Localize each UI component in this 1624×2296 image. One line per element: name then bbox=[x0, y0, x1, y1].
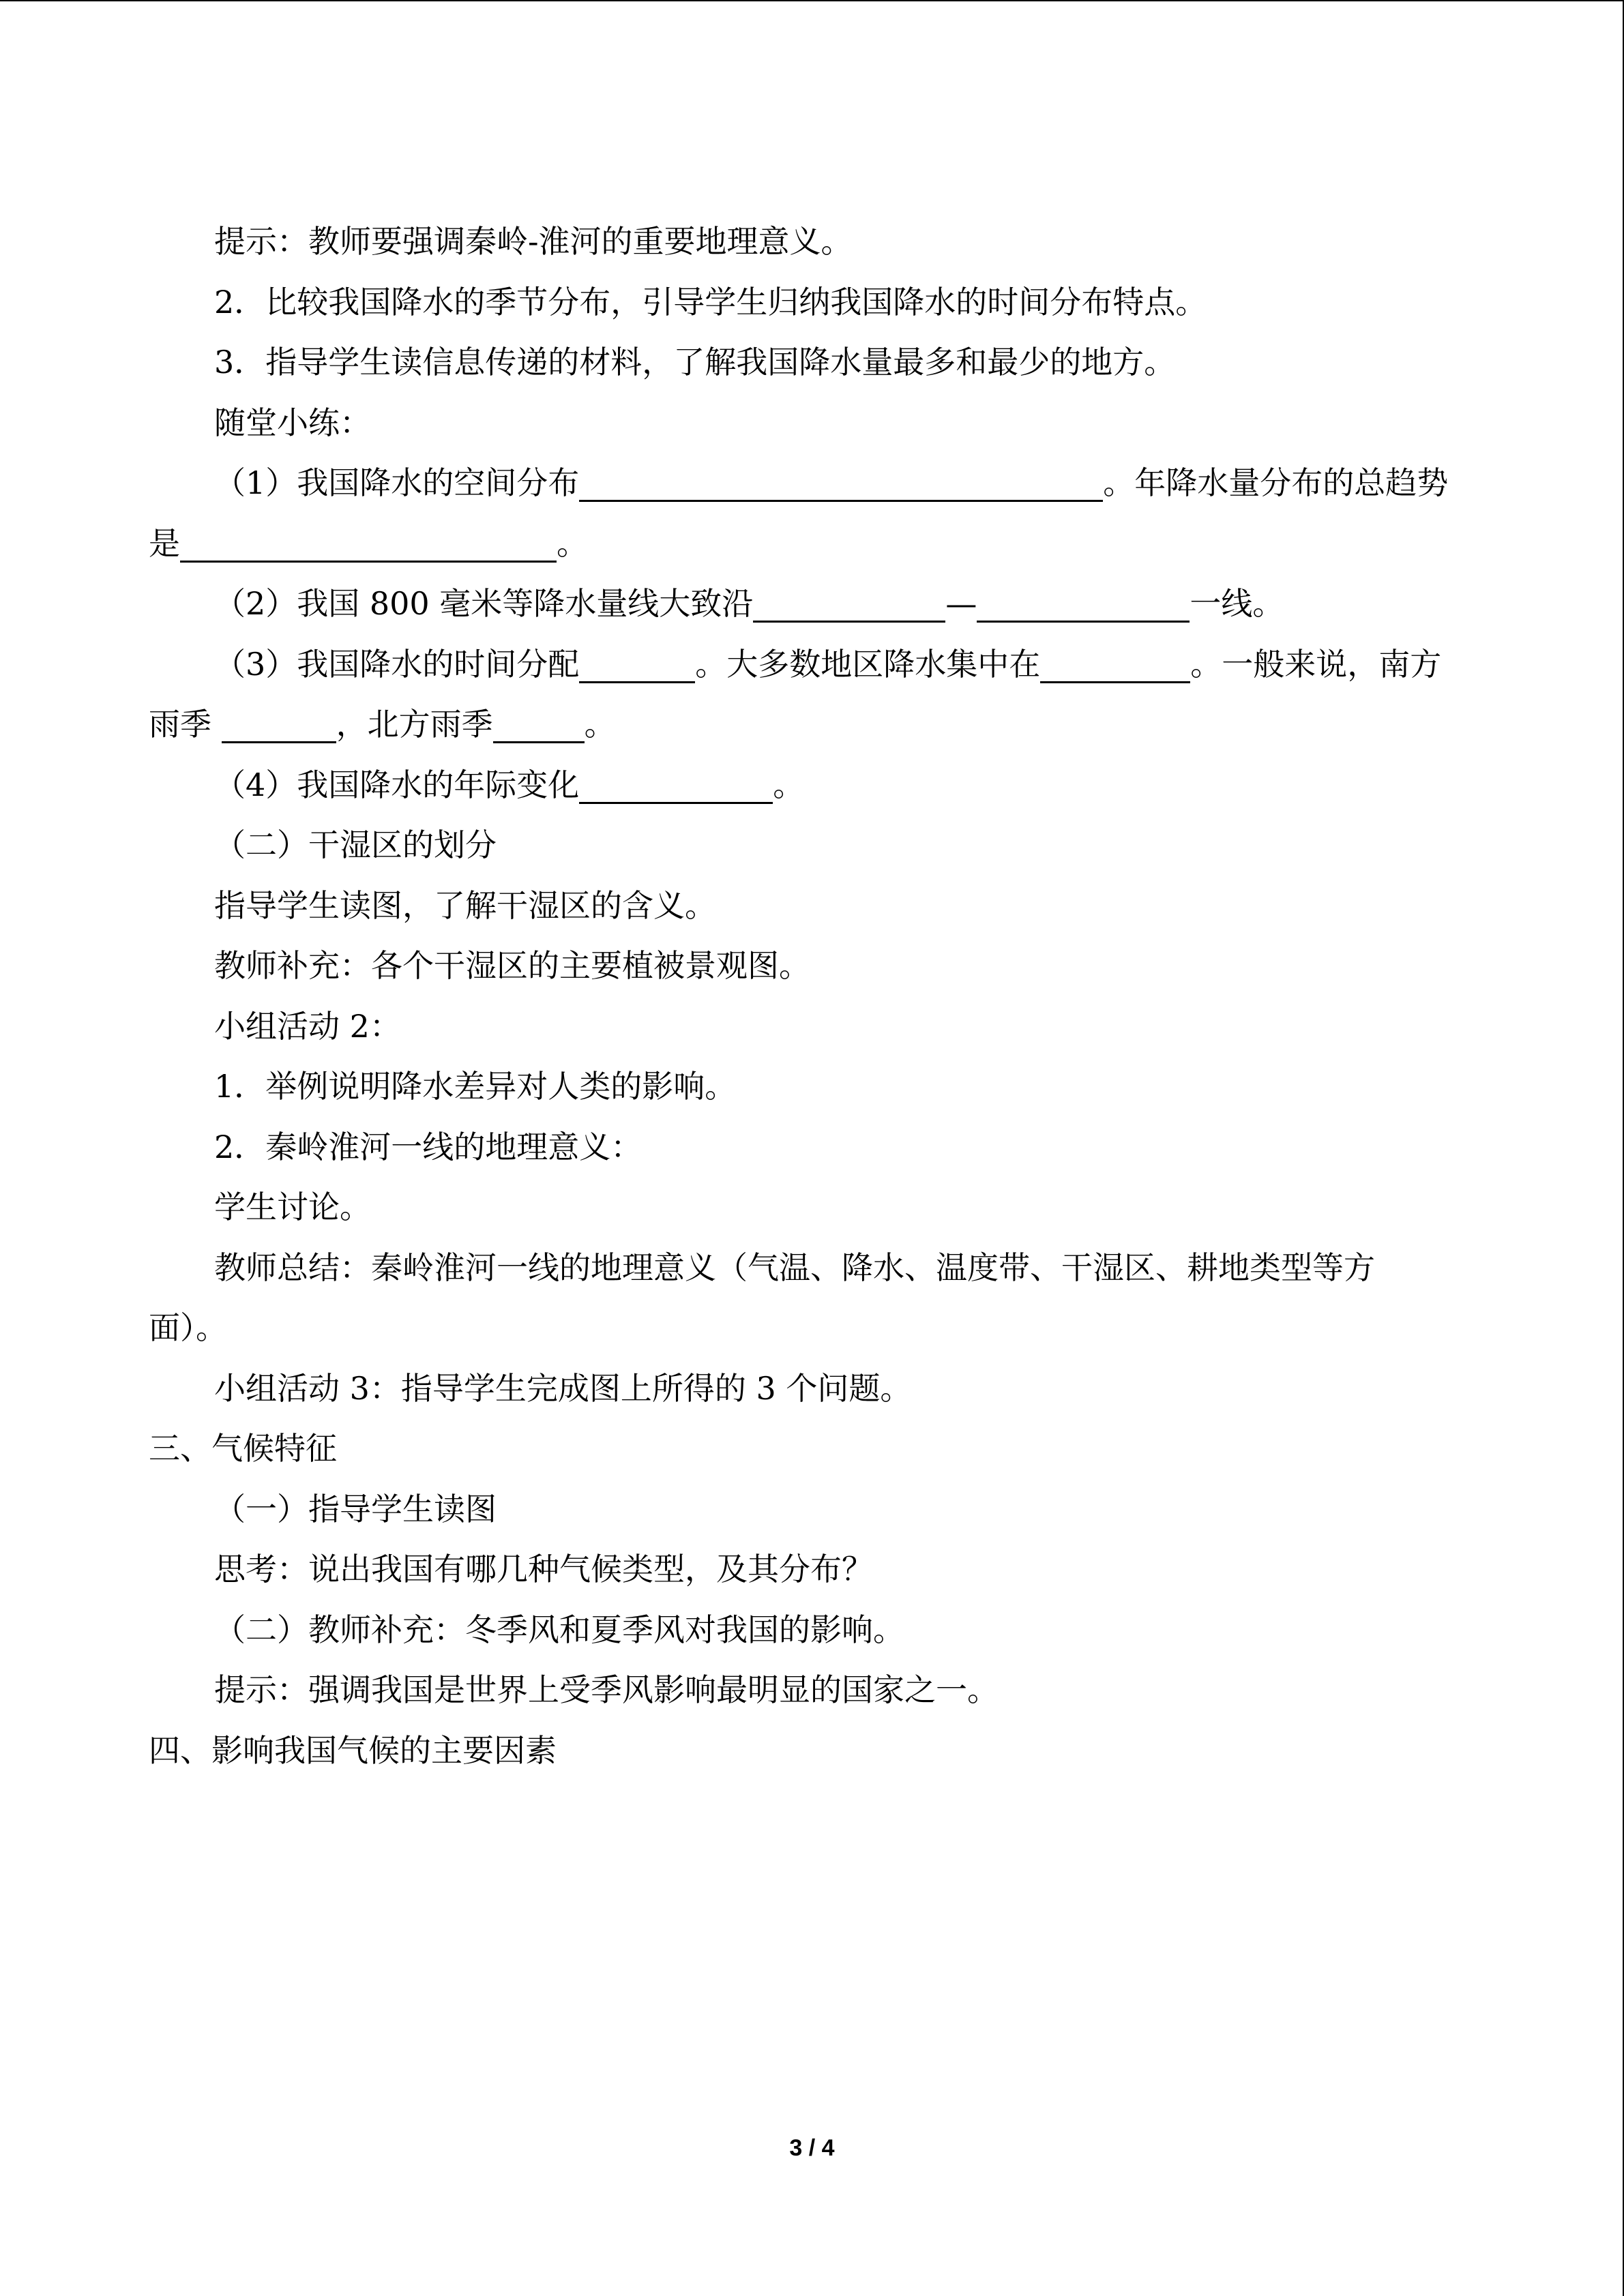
tip-line: 提示：教师要强调秦岭-淮河的重要地理意义。 bbox=[214, 223, 853, 260]
list-item: 2．秦岭淮河一线的地理意义： bbox=[214, 1128, 643, 1165]
question-4: （4）我国降水的年际变化 。 bbox=[214, 766, 805, 803]
answer-blank[interactable] bbox=[579, 765, 773, 804]
list-item: 2．比较我国降水的季节分布，引导学生归纳我国降水的时间分布特点。 bbox=[214, 283, 1207, 320]
question-3: （3）我国降水的时间分配 。大多数地区降水集中在 。一般来说，南方 bbox=[214, 645, 1442, 683]
practice-heading: 随堂小练： bbox=[214, 404, 371, 441]
page-number: 3 / 4 bbox=[789, 2135, 835, 2161]
paragraph: 学生讨论。 bbox=[214, 1189, 371, 1225]
section-heading: （一）指导学生读图 bbox=[214, 1490, 497, 1527]
document-body bbox=[149, 211, 1486, 1780]
activity-heading: 小组活动 2： bbox=[214, 1007, 401, 1045]
answer-blank[interactable] bbox=[1040, 644, 1190, 683]
question-3-continued: 雨季 ，北方雨季 。 bbox=[149, 706, 616, 743]
section-heading: （二）干湿区的划分 bbox=[214, 826, 497, 863]
question-1-continued: 是 。 bbox=[149, 524, 588, 562]
paragraph-continued: 面）。 bbox=[149, 1309, 227, 1346]
paragraph: 思考：说出我国有哪几种气候类型，及其分布？ bbox=[214, 1551, 873, 1587]
list-item: 1．举例说明降水差异对人类的影响。 bbox=[214, 1068, 737, 1105]
answer-blank[interactable] bbox=[753, 584, 945, 623]
part-heading: 三、气候特征 bbox=[149, 1430, 337, 1467]
paragraph: 教师补充：各个干湿区的主要植被景观图。 bbox=[214, 947, 810, 984]
answer-blank[interactable] bbox=[222, 704, 336, 743]
answer-blank[interactable] bbox=[180, 524, 557, 563]
activity-heading: 小组活动 3：指导学生完成图上所得的 3 个问题。 bbox=[214, 1369, 912, 1407]
list-item: 3．指导学生读信息传递的材料，了解我国降水量最多和最少的地方。 bbox=[214, 344, 1176, 381]
question-1: （1）我国降水的空间分布 。年降水量分布的总趋势 bbox=[214, 464, 1449, 501]
section-heading: （二）教师补充：冬季风和夏季风对我国的影响。 bbox=[214, 1611, 904, 1648]
paragraph: 教师总结：秦岭淮河一线的地理意义（气温、降水、温度带、干湿区、耕地类型等方 bbox=[214, 1249, 1375, 1286]
tip-line: 提示：强调我国是世界上受季风影响最明显的国家之一。 bbox=[214, 1671, 999, 1708]
answer-blank[interactable] bbox=[579, 463, 1103, 502]
answer-blank[interactable] bbox=[579, 644, 695, 683]
question-2: （2）我国 800 毫米等降水量线大致沿 — 一线。 bbox=[214, 585, 1284, 622]
answer-blank[interactable] bbox=[977, 584, 1190, 623]
part-heading: 四、影响我国气候的主要因素 bbox=[149, 1731, 557, 1769]
paragraph: 指导学生读图，了解干湿区的含义。 bbox=[214, 886, 716, 924]
answer-blank[interactable] bbox=[493, 704, 585, 743]
